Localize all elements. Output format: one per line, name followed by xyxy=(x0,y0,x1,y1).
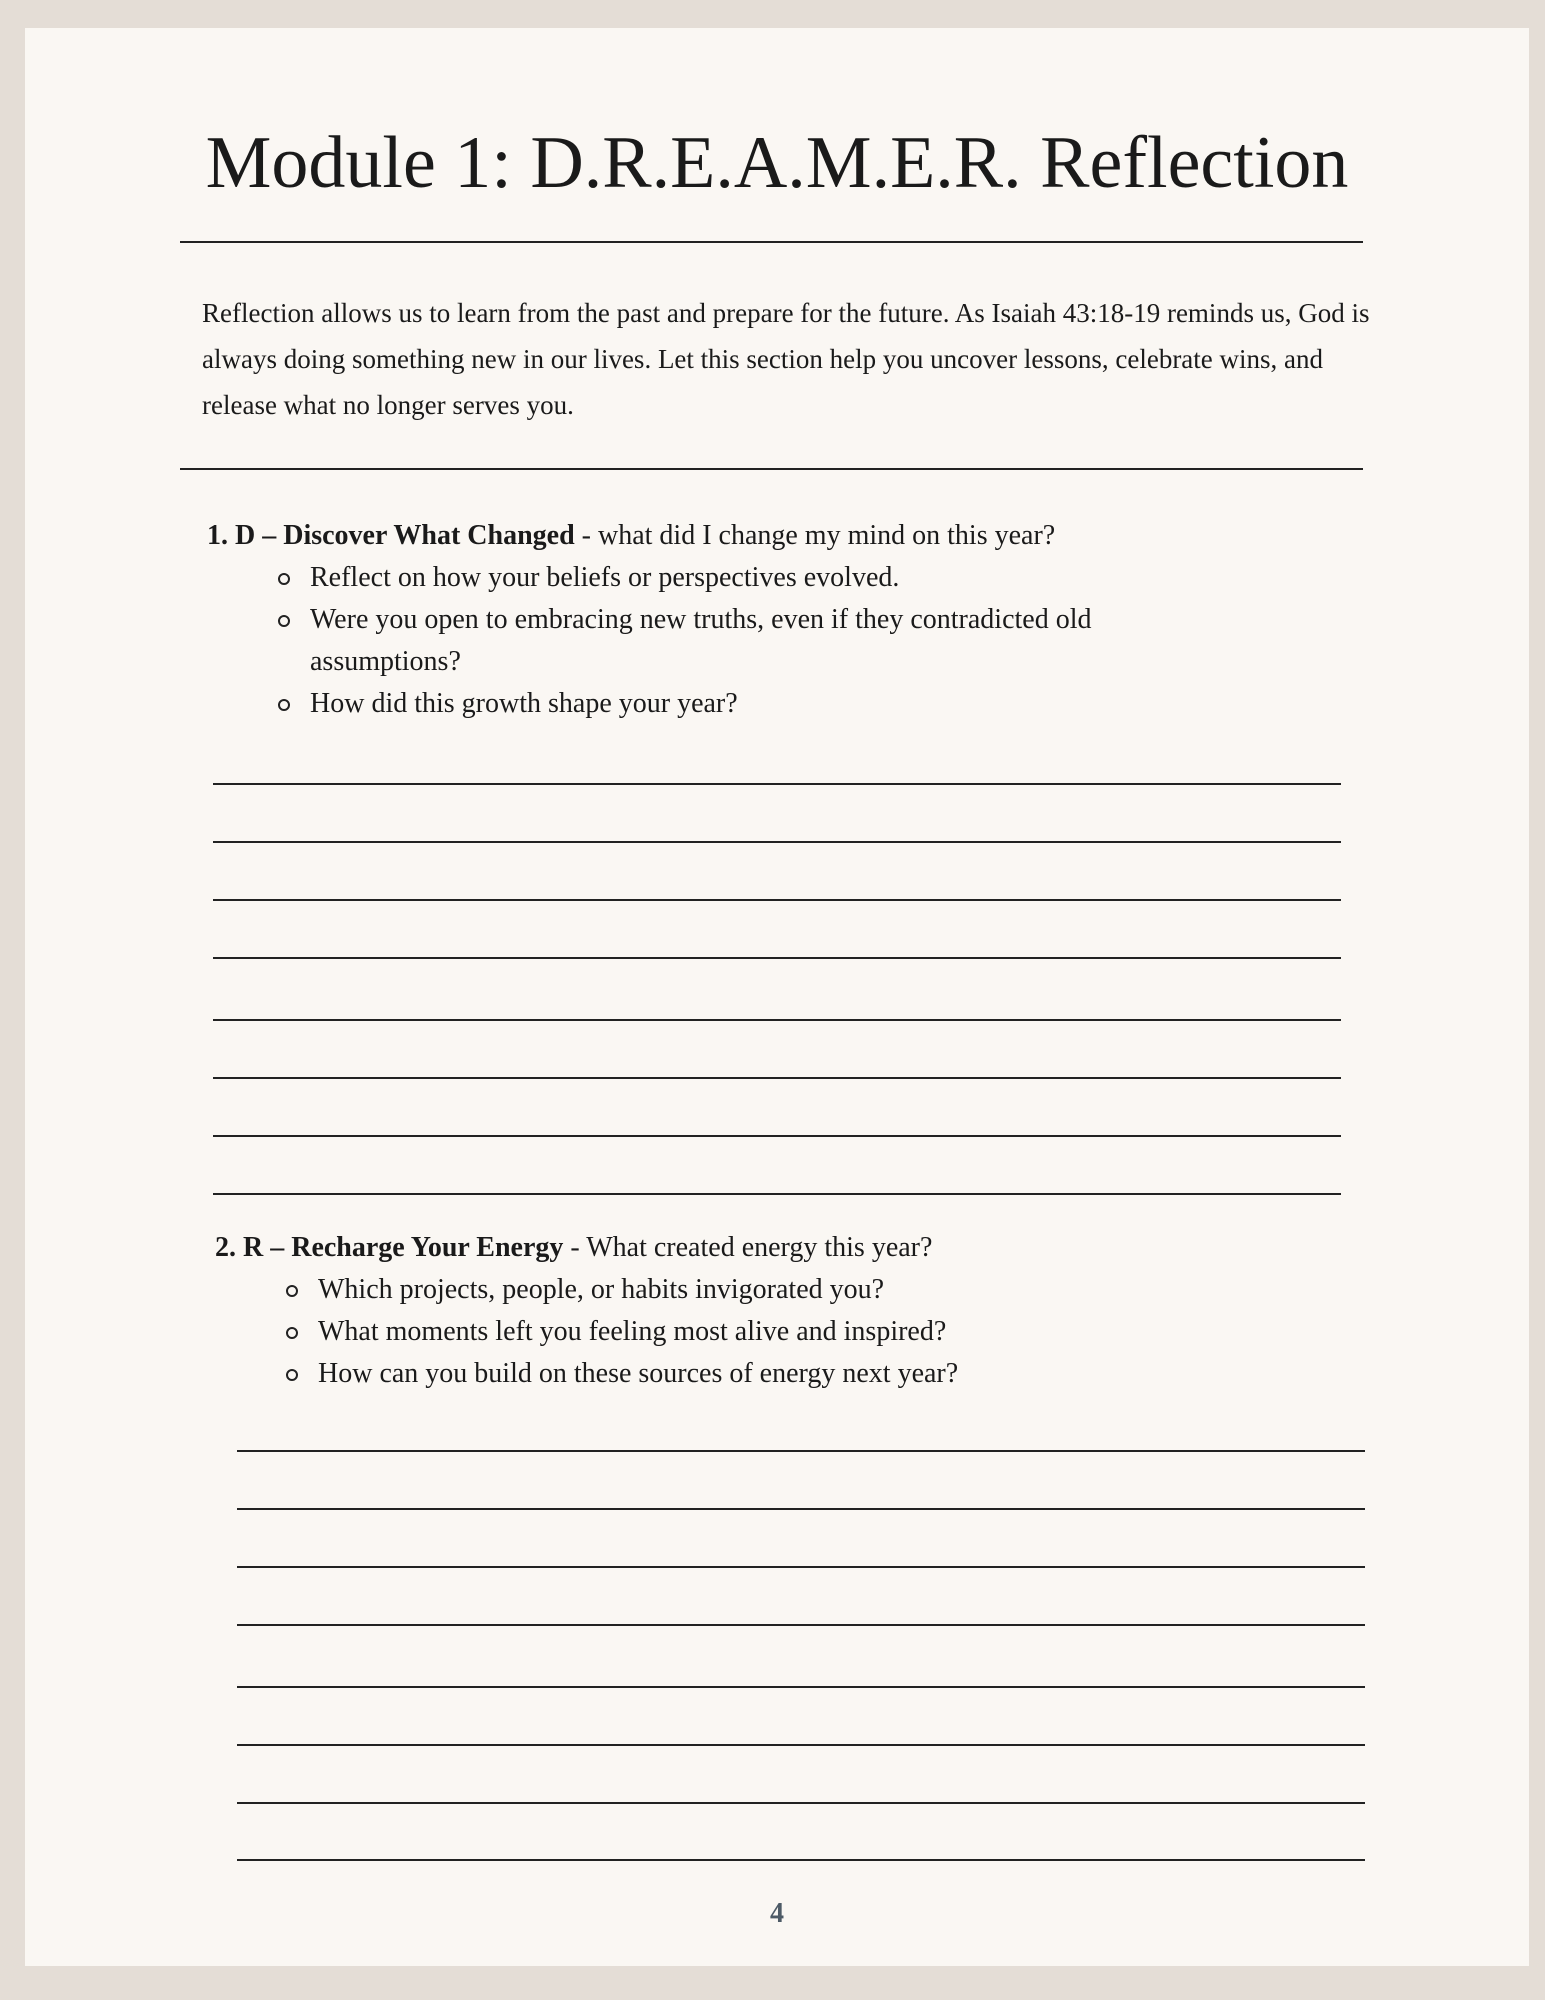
answer-line[interactable] xyxy=(237,1450,1365,1452)
answer-line[interactable] xyxy=(237,1566,1365,1568)
question-2-prompt: - What created energy this year? xyxy=(563,1232,933,1263)
question-1-number: 1. xyxy=(207,520,228,551)
question-1-title: Discover What Changed xyxy=(283,520,575,551)
question-2-dash: – xyxy=(263,1232,292,1263)
answer-line[interactable] xyxy=(237,1686,1365,1688)
question-2-number: 2. xyxy=(215,1232,236,1263)
answer-line[interactable] xyxy=(237,1744,1365,1746)
list-item: How can you build on these sources of energy next year? xyxy=(318,1353,1218,1395)
question-1-heading xyxy=(207,515,1307,557)
answer-line[interactable] xyxy=(237,1859,1365,1861)
list-item: Which projects, people, or habits invigorated you? xyxy=(318,1269,1218,1311)
question-2-bullets xyxy=(318,1269,1315,1395)
worksheet-page xyxy=(25,28,1529,1966)
answer-line[interactable] xyxy=(237,1624,1365,1626)
page-title: Module 1: D.R.E.A.M.E.R. Reflection xyxy=(205,122,1349,204)
page-number: 4 xyxy=(770,1898,784,1929)
answer-line[interactable] xyxy=(213,899,1341,901)
answer-line[interactable] xyxy=(213,957,1341,959)
question-2 xyxy=(215,1227,1315,1395)
question-2-title: Recharge Your Energy xyxy=(291,1232,564,1263)
hollow-bullet-icon xyxy=(286,1327,298,1339)
answer-line[interactable] xyxy=(213,1193,1341,1195)
question-1 xyxy=(207,515,1307,725)
hollow-bullet-icon xyxy=(286,1285,298,1297)
answer-line[interactable] xyxy=(237,1508,1365,1510)
answer-line[interactable] xyxy=(213,841,1341,843)
question-2-letter: R xyxy=(243,1232,264,1263)
hollow-bullet-icon xyxy=(278,573,290,585)
question-1-letter: D xyxy=(235,520,256,551)
title-divider xyxy=(180,241,1363,243)
hollow-bullet-icon xyxy=(286,1369,298,1381)
hollow-bullet-icon xyxy=(278,699,290,711)
hollow-bullet-icon xyxy=(278,615,290,627)
list-item: Reflect on how your beliefs or perspectives evolved. xyxy=(310,557,1170,599)
answer-line[interactable] xyxy=(213,1135,1341,1137)
question-1-prompt: - what did I change my mind on this year? xyxy=(574,520,1056,551)
question-1-bullets xyxy=(310,557,1307,725)
question-2-heading xyxy=(215,1227,1315,1269)
answer-line[interactable] xyxy=(237,1802,1365,1804)
answer-line[interactable] xyxy=(213,1019,1341,1021)
answer-line[interactable] xyxy=(213,1077,1341,1079)
list-item: What moments left you feeling most alive and inspired? xyxy=(318,1311,1218,1353)
list-item: How did this growth shape your year? xyxy=(310,683,1170,725)
list-item: Were you open to embracing new truths, even if they contradicted old assumptions? xyxy=(310,599,1170,683)
answer-line[interactable] xyxy=(213,783,1341,785)
question-1-dash: – xyxy=(255,520,284,551)
intro-paragraph: Reflection allows us to learn from the past and prepare for the future. As Isaiah 43:18-19 reminds us, God is always doing something new in our lives. Let this section help you uncover lessons, celebrate wins, and release what no longer serves you. xyxy=(202,298,1370,420)
intro-divider xyxy=(180,468,1363,470)
